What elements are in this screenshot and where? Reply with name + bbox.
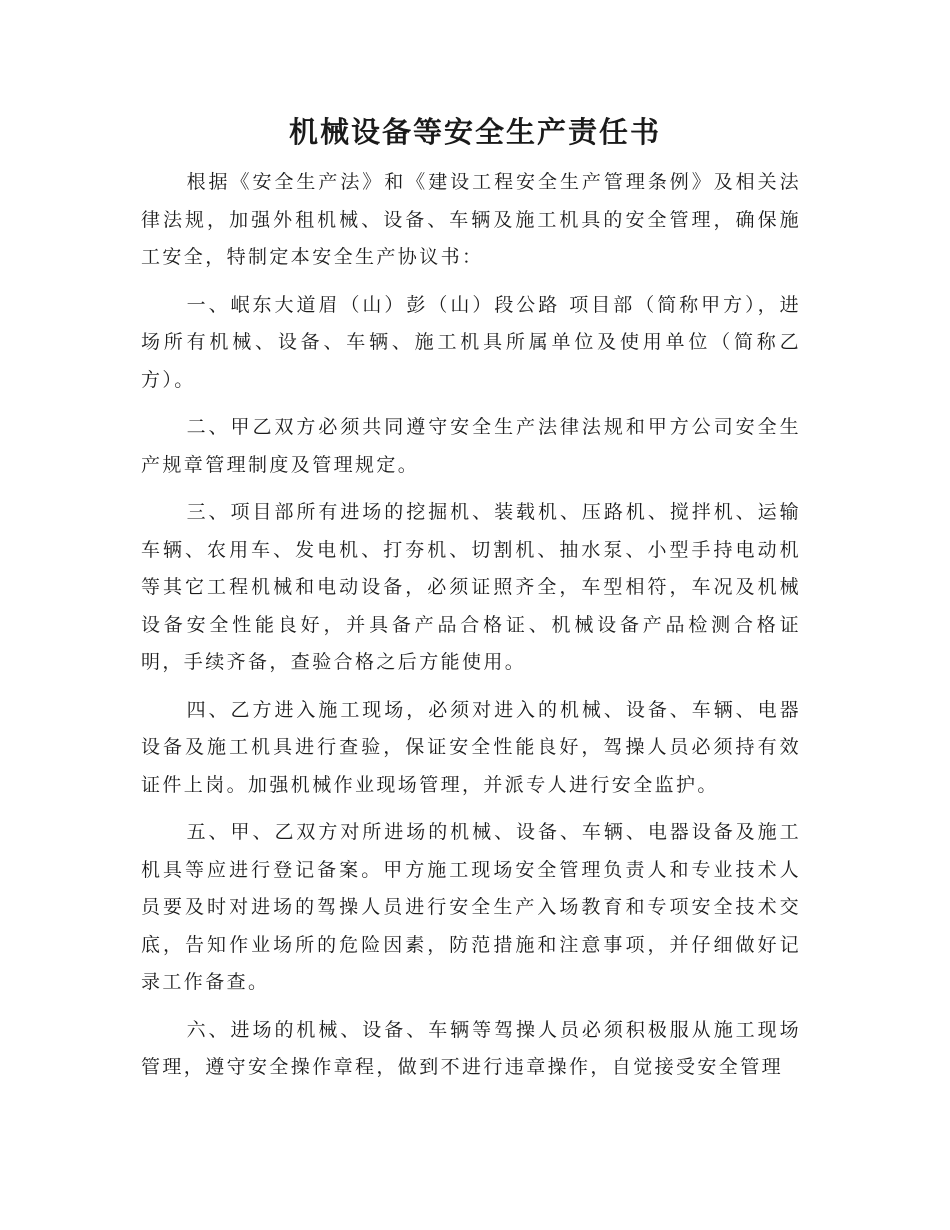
paragraph-clause-4: 四、乙方进入施工现场，必须对进入的机械、设备、车辆、电器设备及施工机具进行查验，保证安全性能良好，驾操人员必须持有效证件上岗。加强机械作业现场管理，并派专人进行安全监护。	[141, 698, 801, 796]
paragraph-clause-6: 六、进场的机械、设备、车辆等驾操人员必须积极服从施工现场管理，遵守安全操作章程，做到不进行违章操作，自觉接受安全管理	[141, 1018, 801, 1078]
paragraph-clause-2: 二、甲乙双方必须共同遵守安全生产法律法规和甲方公司安全生产规章管理制度及管理规定。	[141, 416, 801, 476]
paragraph-clause-5: 五、甲、乙双方对所进场的机械、设备、车辆、电器设备及施工机具等应进行登记备案。甲方施工现场安全管理负责人和专业技术人员要及时对进场的驾操人员进行安全生产入场教育和专项安全技术交底，告知作业场所的危险因素，防范措施和注意事项，并仔细做好记录工作备查。	[141, 821, 801, 993]
document-body	[141, 164, 801, 1097]
paragraph-clause-3: 三、项目部所有进场的挖掘机、装载机、压路机、搅拌机、运输车辆、农用车、发电机、打夯机、切割机、抽水泵、小型手持电动机等其它工程机械和电动设备，必须证照齐全，车型相符，车况及机械设备安全性能良好，并具备产品合格证、机械设备产品检测合格证明，手续齐备，查验合格之后方能使用。	[141, 501, 801, 673]
document-title: 机械设备等安全生产责任书	[288, 115, 661, 149]
paragraph-clause-1: 一、岷东大道眉（山）彭（山）段公路 项目部（简称甲方），进场所有机械、设备、车辆、施工机具所属单位及使用单位（简称乙方）。	[141, 293, 801, 391]
paragraph-intro: 根据《安全生产法》和《建设工程安全生产管理条例》及相关法律法规，加强外租机械、设备、车辆及施工机具的安全管理，确保施工安全，特制定本安全生产协议书：	[141, 171, 801, 268]
